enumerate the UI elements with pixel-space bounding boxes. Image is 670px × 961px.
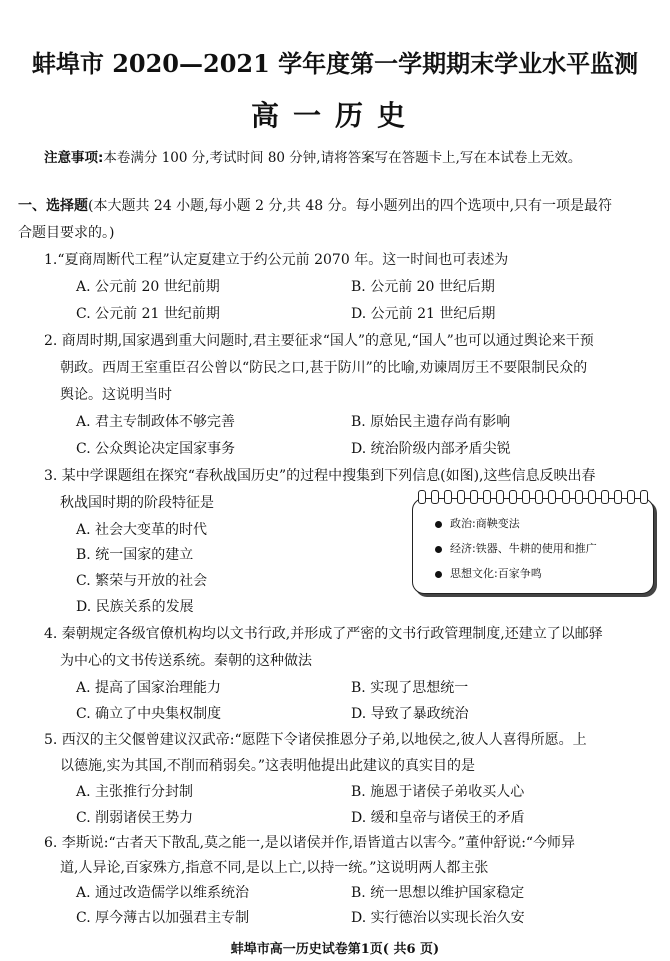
q2-option-a: A. 君主专制政体不够完善 <box>76 414 236 430</box>
q1-stem: 1.“夏商周断代工程”认定夏建立于约公元前 2070 年。这一时间也可表述为 <box>44 252 509 268</box>
q3-info-figure <box>412 498 654 594</box>
notice-label: 注意事项: <box>44 150 104 166</box>
q3-figure-item-politics: 政治:商鞅变法 <box>435 515 520 531</box>
q1-option-b: B. 公元前 20 世纪后期 <box>351 279 495 295</box>
q6-option-b: B. 统一思想以维护国家稳定 <box>351 885 525 901</box>
q2-stem-2: 朝政。西周王室重臣召公曾以“防民之口,甚于防川”的比喻,劝谏周厉王不要限制民众的 <box>60 360 588 376</box>
q4-option-d: D. 导致了暴政统治 <box>351 706 469 722</box>
notebook-spiral-icon <box>418 490 648 502</box>
q5-option-a: A. 主张推行分封制 <box>76 784 194 800</box>
q3-stem-1: 3. 某中学课题组在探究“春秋战国历史”的过程中搜集到下列信息(如图),这些信息反映出春 <box>44 468 596 484</box>
section-label: 一、选择题 <box>18 198 88 214</box>
q6-option-d: D. 实行德治以实现长治久安 <box>351 910 525 926</box>
q3-figure-item-culture: 思想文化:百家争鸣 <box>435 565 542 581</box>
q3-stem-2: 秋战国时期的阶段特征是 <box>60 495 214 511</box>
q6-stem-1: 6. 李斯说:“古者天下散乱,莫之能一,是以诸侯并作,语皆道古以害今。”董仲舒说:“今师异 <box>44 835 576 851</box>
q4-option-c: C. 确立了中央集权制度 <box>76 706 222 722</box>
section-instruction-1: (本大题共 24 小题,每小题 2 分,共 48 分。每小题列出的四个选项中,只有一项是最符 <box>88 198 613 214</box>
q3-option-d: D. 民族关系的发展 <box>76 599 194 615</box>
bullet-icon <box>435 521 442 528</box>
q2-option-b: B. 原始民主遗存尚有影响 <box>351 414 511 430</box>
q2-stem-3: 舆论。这说明当时 <box>60 387 172 403</box>
q3-option-b: B. 统一国家的建立 <box>76 547 194 563</box>
q4-stem-1: 4. 秦朝规定各级官僚机构均以文书行政,并形成了严密的文书行政管理制度,还建立了以邮驿 <box>44 626 603 642</box>
q5-stem-1: 5. 西汉的主父偃曾建议汉武帝:“愿陛下令诸侯推恩分子弟,以地侯之,彼人人喜得所愿。上 <box>44 732 587 748</box>
q2-option-c: C. 公众舆论决定国家事务 <box>76 441 236 457</box>
bullet-icon <box>435 546 442 553</box>
exam-title: 蚌埠市 2020—2021 学年度第一学期期末学业水平监测 <box>31 49 639 78</box>
q3-option-c: C. 繁荣与开放的社会 <box>76 573 208 589</box>
section-instruction-2: 合题目要求的。) <box>18 225 115 241</box>
q6-stem-2: 道,人异论,百家殊方,指意不同,是以上亡,以持一统。”这说明两人都主张 <box>60 860 489 876</box>
q1-option-c: C. 公元前 21 世纪前期 <box>76 306 220 322</box>
q4-option-b: B. 实现了思想统一 <box>351 680 469 696</box>
q1-option-d: D. 公元前 21 世纪后期 <box>351 306 496 322</box>
notice <box>44 146 581 166</box>
q4-option-a: A. 提高了国家治理能力 <box>76 680 222 696</box>
page-footer: 蚌埠市高一历史试卷第1页( 共6 页) <box>230 942 440 957</box>
q2-option-d: D. 统治阶级内部矛盾尖锐 <box>351 441 511 457</box>
q4-stem-2: 为中心的文书传送系统。秦朝的这种做法 <box>60 653 312 669</box>
q5-option-d: D. 缓和皇帝与诸侯王的矛盾 <box>351 810 525 826</box>
q5-option-c: C. 削弱诸侯王势力 <box>76 810 194 826</box>
q1-option-a: A. 公元前 20 世纪前期 <box>76 279 220 295</box>
subject-title: 高一历史 <box>250 99 419 132</box>
q2-stem-1: 2. 商周时期,国家遇到重大问题时,君主要征求“国人”的意见,“国人”也可以通过舆论来干预 <box>44 333 594 349</box>
q3-option-a: A. 社会大变革的时代 <box>76 522 208 538</box>
q5-option-b: B. 施恩于诸侯子弟收买人心 <box>351 784 525 800</box>
bullet-icon <box>435 571 442 578</box>
q3-figure-item-economy: 经济:铁器、牛耕的使用和推广 <box>435 540 597 556</box>
q5-stem-2: 以德施,实为其国,不削而稍弱矣。”这表明他提出此建议的真实目的是 <box>60 758 476 774</box>
section-header <box>18 197 612 215</box>
notice-text: 本卷满分 100 分,考试时间 80 分钟,请将答案写在答题卡上,写在本试卷上无效。 <box>103 150 582 166</box>
q6-option-c: C. 厚今薄古以加强君主专制 <box>76 910 250 926</box>
q6-option-a: A. 通过改造儒学以维系统治 <box>76 885 250 901</box>
